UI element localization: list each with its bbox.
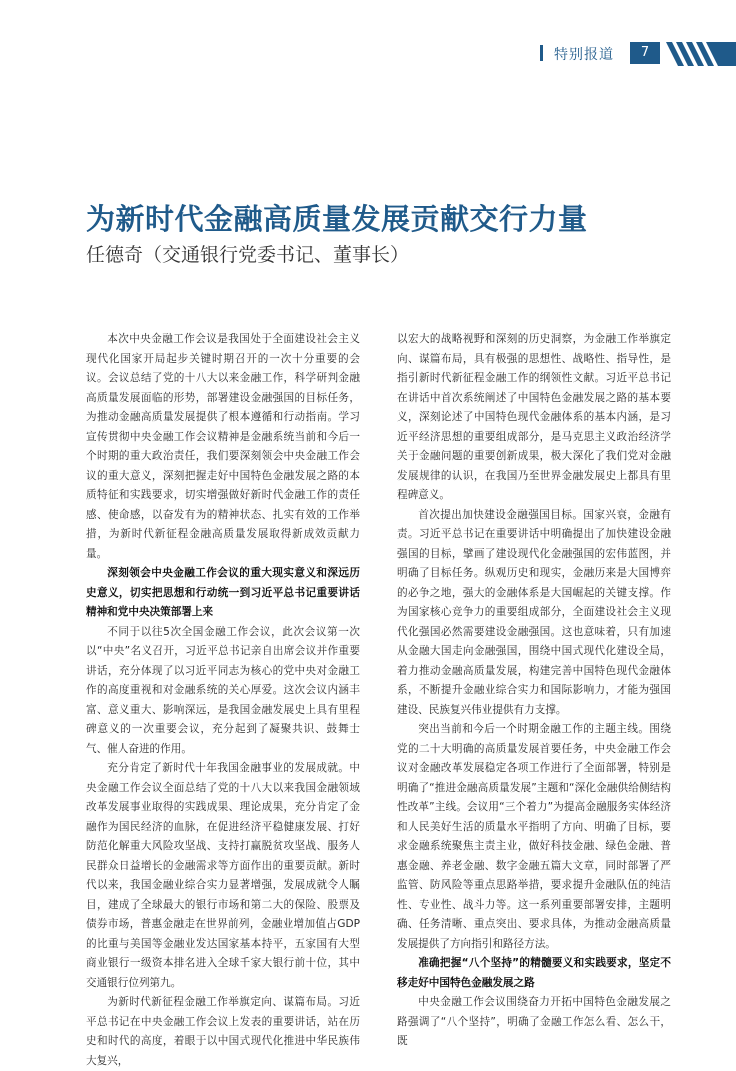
body-paragraph: 为新时代新征程金融工作举旗定向、谋篇布局。习近平总书记在中央金融工作会议上发表的重要讲话，站在历史和时代的高度，着眼于以中国式现代化推进中华民族伟大复兴，: [86, 996, 360, 1067]
left-column: [86, 330, 360, 1071]
body-paragraph: 中央金融工作会议围绕奋力开拓中国特色金融发展之路强调了“八个坚持”，明确了金融工作怎么看、怎么干，既: [397, 996, 671, 1047]
section-label: 特别报道: [554, 47, 614, 63]
body-paragraph: 首次提出加快建设金融强国目标。国家兴衰，金融有责。习近平总书记在重要讲话中明确提出了加快建设金融强国的目标，擘画了建设现代化金融强国的宏伟蓝图，并明确了目标任务。纵观历史和现实，金融历来是大国博弈的必争之地，强大的金融体系是大国崛起的关键支撑。作为国家核心竞争力的重要组成部分，全面建设社会主义现代化强国必然需要建设金融强国。这也意味着，只有加速从金融大国走向金融强国，围绕中国式现代化建设全局，着力推动金融高质量发展，构建完善中国特色现代金融体系，不断提升金融业综合实力和国际影响力，才能为强国建设、民族复兴伟业提供有力支撑。: [397, 508, 671, 716]
right-column: [397, 330, 671, 1052]
section-heading: 深刻领会中央金融工作会议的重大现实意义和深远历史意义，切实把思想和行动统一到习近平总书记重要讲话精神和党中央决策部署上来: [86, 567, 360, 618]
section-heading: 准确把握“八个坚持”的精髓要义和实践要求，坚定不移走好中国特色金融发展之路: [397, 957, 671, 989]
article-title: 为新时代金融高质量发展贡献交行力量: [86, 202, 588, 236]
page-number: 7: [630, 42, 660, 64]
article-author: 任德奇（交通银行党委书记、董事长）: [86, 244, 410, 266]
body-paragraph: 突出当前和今后一个时期金融工作的主题主线。围绕党的二十大明确的高质量发展首要任务，中央金融工作会议对金融改革发展稳定各项工作进行了全面部署，特别是明确了“推进金融高质量发展”主题和“深化金融供给侧结构性改革”主线。会议用“三个着力”为提高金融服务实体经济和人民美好生活的质量水平指明了方向、明确了目标，要求金融系统聚焦主责主业，做好科技金融、绿色金融、普惠金融、养老金融、数字金融五篇大文章，同时部署了严监管、防风险等重点思路举措，要求提升金融队伍的纯洁性、专业性、战斗力等。这一系列重要部署安排，主题明确、任务清晰、重点突出、要求具体，为推动金融高质量发展提供了方向指引和路径方法。: [397, 723, 671, 950]
body-paragraph: 不同于以往5次全国金融工作会议，此次会议第一次以“中央”名义召开，习近平总书记亲自出席会议并作重要讲话，充分体现了以习近平同志为核心的党中央对金融工作的高度重视和对金融系统的关心厚爱。这次会议内涵丰富、意义重大、影响深远，是我国金融发展史上具有里程碑意义的一次重要会议，充分起到了凝聚共识、鼓舞士气、催人奋进的作用。: [86, 625, 360, 755]
decorative-stripes-icon: [662, 42, 736, 66]
body-paragraph: 充分肯定了新时代十年我国金融事业的发展成就。中央金融工作会议全面总结了党的十八大以来我国金融领域改革发展事业取得的实践成果、理论成果，充分肯定了金融作为国民经济的血脉，在促进经济平稳健康发展、打好防范化解重大风险攻坚战、支持打赢脱贫攻坚战、服务人民群众日益增长的金融需求等方面作出的重要贡献。新时代以来，我国金融业综合实力显著增强，发展成就令人瞩目，建成了全球最大的银行市场和第二大的保险、股票及债券市场，普惠金融走在世界前列，金融业增加值占GDP的比重与美国等金融业发达国家基本持平，五家国有大型商业银行一级资本排名进入全球千家大银行前十位，其中交通银行位列第九。: [86, 762, 360, 989]
body-paragraph: 以宏大的战略视野和深刻的历史洞察，为金融工作举旗定向、谋篇布局，具有极强的思想性、战略性、指导性，是指引新时代新征程金融工作的纲领性文献。习近平总书记在讲话中首次系统阐述了中国特色金融发展之路的基本要义，深刻论述了中国特色现代金融体系的基本内涵，是习近平经济思想的重要组成部分，是马克思主义政治经济学关于金融问题的重要创新成果，极大深化了我们党对金融发展规律的认识，在我国乃至世界金融发展史上都具有里程碑意义。: [397, 333, 671, 501]
body-paragraph: 本次中央金融工作会议是我国处于全面建设社会主义现代化国家开局起步关键时期召开的一次十分重要的会议。会议总结了党的十八大以来金融工作，科学研判金融高质量发展面临的形势，部署建设金融强国的目标任务，为推动金融高质量发展提供了根本遵循和行动指南。学习宣传贯彻中央金融工作会议精神是金融系统当前和今后一个时期的重大政治责任，我们要深刻领会中央金融工作会议的重大意义，深刻把握走好中国特色金融发展之路的本质特征和实践要求，切实增强做好新时代金融工作的责任感、使命感，以奋发有为的精神状态、扎实有效的工作举措，为新时代新征程金融高质量发展取得新成效贡献力量。: [86, 333, 360, 560]
page-header: [536, 42, 736, 66]
section-marker: [540, 45, 543, 61]
